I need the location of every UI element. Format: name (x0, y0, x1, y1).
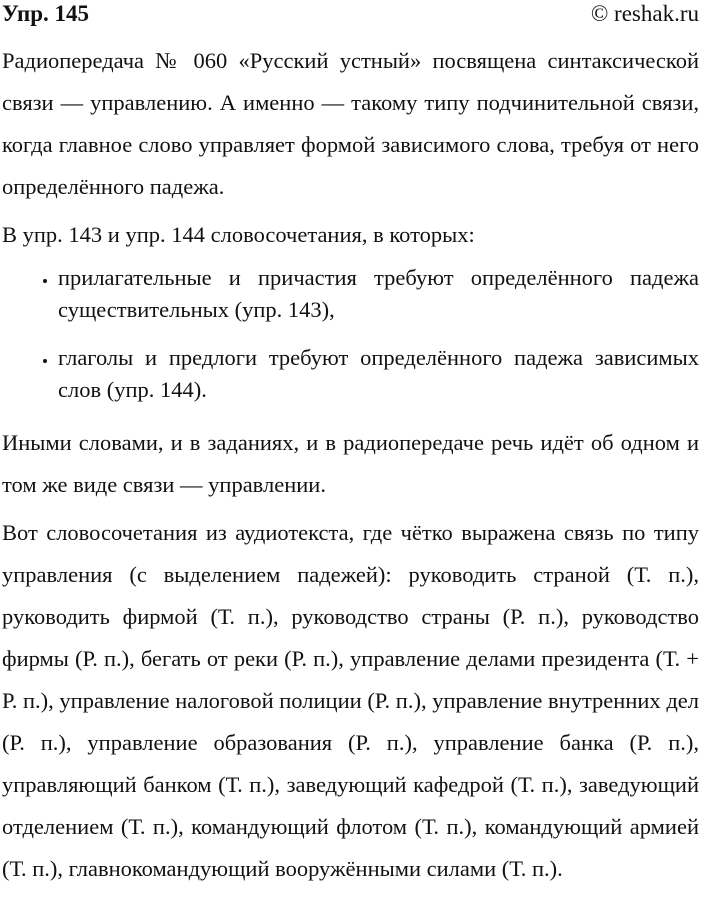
bullet-list (2, 262, 699, 406)
exercise-title: Упр. 145 (2, 1, 90, 26)
list-item: • прилагательные и причастия требуют определённого падежа существительных (упр. 143), (58, 262, 699, 326)
paragraph-intro: Радиопередача № 060 «Русский устный» посвящена синтаксической связи — управлению. А именно — такому типу подчинительной связи, когда главное слово управляет формой зависимого слова, требуя от него определённого падежа. (2, 48, 699, 199)
list-item: • глаголы и предлоги требуют определённого падежа зависимых слов (упр. 144). (58, 342, 699, 406)
document-body (2, 40, 699, 890)
paragraph-summary: Иными словами, и в заданиях, и в радиопередаче речь идёт об одном и том же виде связи — управлении. (2, 430, 699, 497)
site-credit: © reshak.ru (590, 1, 699, 26)
paragraph-phrases: Вот словосочетания из аудиотекста, где чётко выражена связь по типу управления (с выделением падежей): руководить страной (Т. п.), руководить фирмой (Т. п.), руководство страны (Р. п.), руководство фирмы (Р. п.), бегать от реки (Р. п.), управление делами президента (Т. + Р. п.), управление налоговой полиции (Р. п.), управление внутренних дел (Р. п.), управление образования (Р. п.), управление банка (Р. п.), управляющий банком (Т. п.), заведующий кафедрой (Т. п.), заведующий отделением (Т. п.), командующий флотом (Т. п.), командующий армией (Т. п.), главнокомандующий вооружёнными силами (Т. п.). (2, 520, 699, 881)
paragraph-exercises: В упр. 143 и упр. 144 словосочетания, в которых: (2, 222, 475, 247)
header (0, 0, 701, 40)
